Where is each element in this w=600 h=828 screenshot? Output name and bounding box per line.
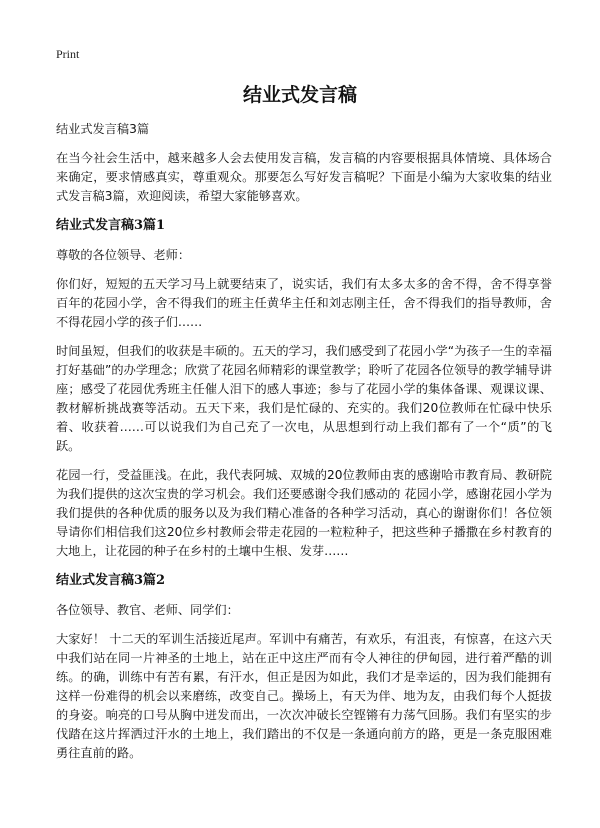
print-link[interactable]: Print	[56, 47, 80, 61]
section-1-paragraph: 你们好，短短的五天学习马上就要结束了，说实话，我们有太多太多的舍不得，舍不得享誉百年的花园小学，舍不得我们的班主任黄华主任和刘志刚主任，舍不得我们的指导教师，舍不得花园小学的孩子们……	[56, 277, 552, 329]
page-title: 结业式发言稿	[242, 84, 357, 106]
section-1-paragraph: 时间虽短，但我们的收获是丰硕的。五天的学习，我们感受到了花园小学“为孩子一生的幸福打好基础”的办学理念；欣赏了花园名师精彩的课堂教学；聆听了花园各位领导的教学辅导讲座；感受了花园优秀班主任催人泪下的感人事迹；参与了花园小学的集体备课、观课议课、教材解析挑战赛等活动。五天下来，我们是忙碌的、充实的。我们20位教师在忙碌中快乐着、收获着……可以说我们为自己充了一次电，从思想到行动上我们都有了一个“质”的飞跃。	[56, 344, 552, 453]
section-heading-1: 结业式发言稿3篇1	[56, 218, 166, 233]
section-2-paragraph: 大家好！ 十二天的军训生活接近尾声。军训中有痛苦，有欢乐，有沮丧，有惊喜，在这六天中我们站在同一片神圣的土地上，站在正中这庄严而有令人神往的伊甸园，进行着严酷的训练。的确，训练中有苦有累，有汗水，但正是因为如此，我们才是幸运的，因为我们能拥有这样一份难得的机会以来磨练，改变自己。操场上，有天为伴、地为友，由我们每个人挺拔的身姿。响亮的口号从胸中迸发而出，一次次冲破长空铿锵有力荡气回肠。我们有坚实的步伐踏在这片挥洒过汗水的土地上，我们踏出的不仅是一条通向前方的路，更是一条克服困难勇往直前的路。	[56, 632, 552, 760]
section-2-greeting: 各位领导、教官、老师、同学们：	[56, 603, 239, 617]
section-heading-2: 结业式发言稿3篇2	[56, 573, 166, 588]
intro-paragraph: 在当今社会生活中，越来越多人会去使用发言稿，发言稿的内容要根据具体情境、具体场合来确定，要求情感真实，尊重观众。那要怎么写好发言稿呢？下面是小编为大家收集的结业式发言稿3篇，欢迎阅读，希望大家能够喜欢。	[56, 151, 552, 203]
section-1-paragraph: 花园一行，受益匪浅。在此，我代表阿城、双城的20位教师由衷的感谢哈市教育局、教研院为我们提供的这次宝贵的学习机会。我们还要感谢令我们感动的 花园小学，感谢花园小学为我们提供的各种优质的服务以及为我们精心准备的各种学习活动，真心的谢谢你们！各位领导请你们相信我们这20位乡村教师会带走花园的一粒粒种子，把这些种子播撒在乡村教育的大地上，让花园的种子在乡村的土壤中生根、发芽……	[56, 468, 552, 558]
document-body	[56, 120, 552, 773]
document-subtitle: 结业式发言稿3篇	[56, 122, 150, 136]
section-1-greeting: 尊敬的各位领导、老师：	[56, 248, 191, 262]
